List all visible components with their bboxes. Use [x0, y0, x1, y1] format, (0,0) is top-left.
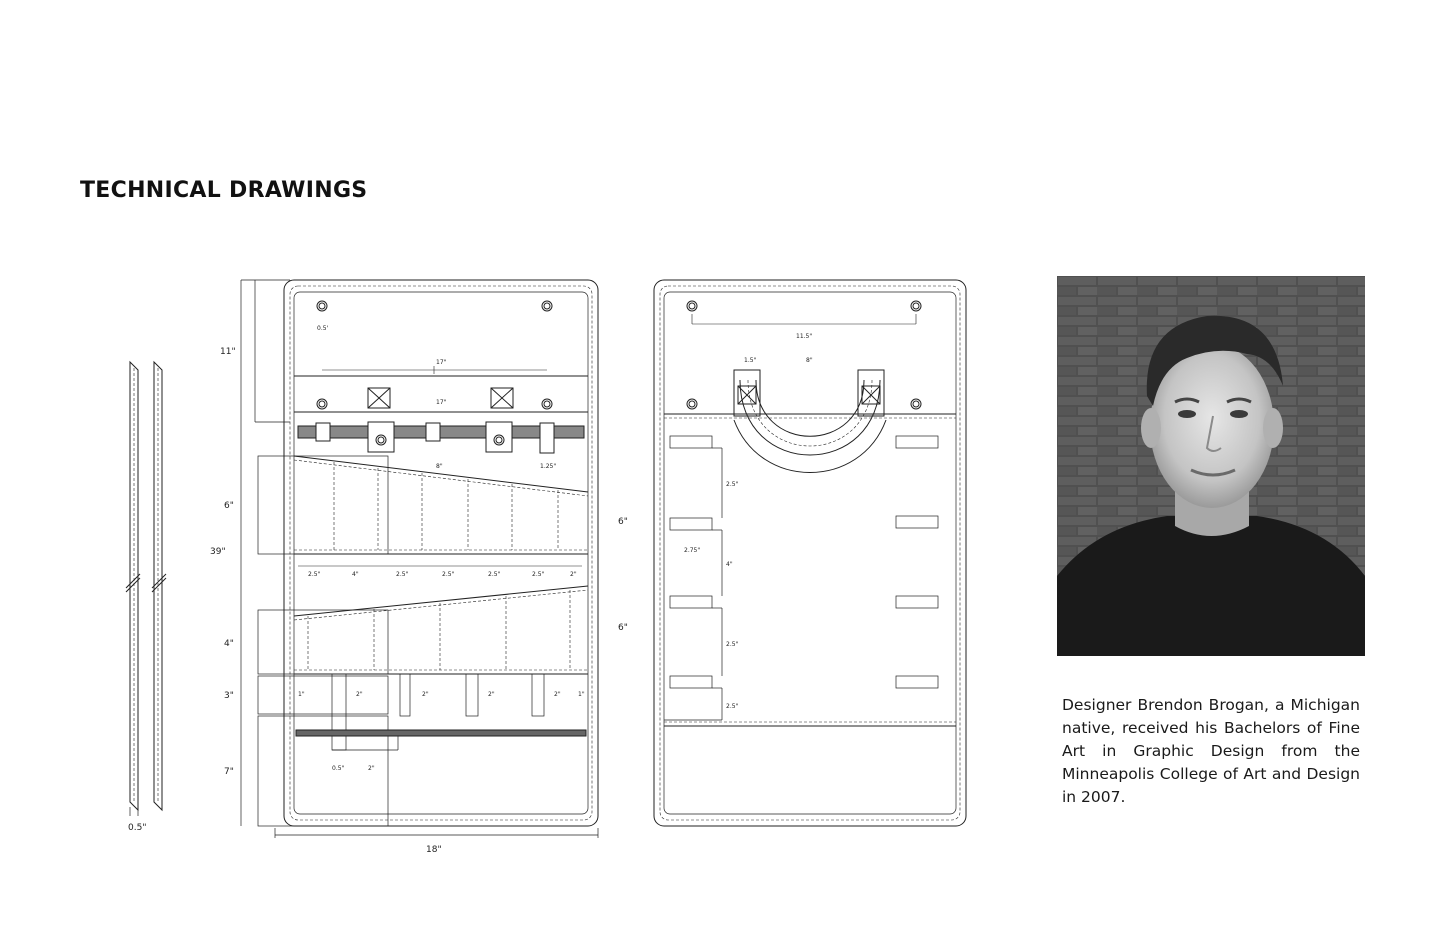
bottom-label: 2" — [368, 765, 375, 772]
dim-side-pocket-lower: 6" — [618, 623, 628, 633]
back-label: 4" — [726, 561, 733, 568]
dim-tab-width: 1.25" — [540, 463, 557, 470]
back-label: 2.5" — [726, 481, 739, 488]
designer-caption: Designer Brendon Brogan, a Michigan native, received his Bachelors of Fine Art in Graphic Design from the Minneapolis College of Art and Design in 2007. — [1062, 696, 1360, 806]
bottom-label: 0.5" — [332, 765, 345, 772]
upper-pocket-width: 4" — [352, 571, 359, 578]
strap-side-view — [126, 362, 166, 816]
dim-back-grommet-span: 11.5" — [796, 333, 813, 340]
dim-inner-width: 8" — [436, 463, 443, 470]
dim-height-total: 39" — [210, 547, 226, 557]
dim-side-pocket-upper: 6" — [618, 517, 628, 527]
upper-pocket-width: 2.5" — [396, 571, 409, 578]
technical-drawing-svg — [100, 270, 980, 860]
upper-pocket-width: 2.5" — [308, 571, 321, 578]
strip-width: 2" — [422, 691, 429, 698]
dim-handle-width: 8" — [806, 357, 813, 364]
back-label: 2.5" — [726, 703, 739, 710]
dim-pocket-upper: 6" — [224, 501, 234, 511]
upper-pocket-width: 2" — [570, 571, 577, 578]
dim-grommet-offset: 0.5' — [317, 325, 329, 332]
technical-drawing — [100, 270, 980, 860]
designer-portrait — [1057, 276, 1365, 656]
strip-width: 2" — [554, 691, 561, 698]
dimension-rails — [241, 280, 598, 838]
dim-handle-offset: 1.5" — [744, 357, 757, 364]
dim-width-total: 18" — [426, 845, 442, 855]
strip-width: 2" — [356, 691, 363, 698]
dim-bottom-section: 7" — [224, 767, 234, 777]
strip-width: 1" — [578, 691, 585, 698]
dim-strap-thickness: 0.5" — [128, 823, 147, 833]
strip-width: 1" — [298, 691, 305, 698]
upper-pocket-width: 2.5" — [488, 571, 501, 578]
dim-flap-width: 17" — [436, 399, 447, 406]
back-label: 2.5" — [726, 641, 739, 648]
upper-pocket-width: 2.5" — [442, 571, 455, 578]
dim-pocket-lower: 4" — [224, 639, 234, 649]
dim-strip-section: 3" — [224, 691, 234, 701]
strip-width: 2" — [488, 691, 495, 698]
upper-pocket-width: 2.5" — [532, 571, 545, 578]
back-label: 2.75" — [684, 547, 701, 554]
dim-pocket-width: 17" — [436, 359, 447, 366]
page-title: TECHNICAL DRAWINGS — [80, 178, 368, 203]
dim-top-section: 11" — [220, 347, 236, 357]
